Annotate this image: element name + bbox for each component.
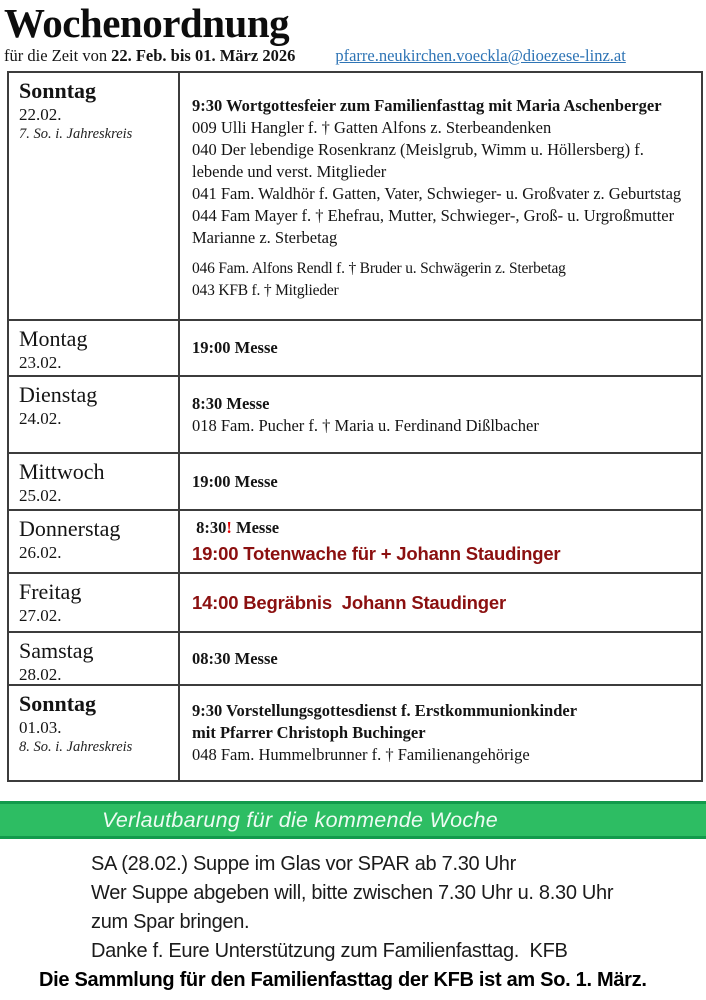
subtitle-prefix: für die Zeit von	[4, 46, 108, 65]
day-entries	[180, 574, 701, 631]
schedule-row-sonntag-0103	[9, 686, 701, 780]
intention-entry: 043 KFB f. † Mitglieder	[192, 282, 339, 299]
day-entries	[180, 377, 701, 452]
day-name: Donnerstag	[19, 516, 121, 541]
day-name: Dienstag	[19, 382, 98, 407]
intention-entry: 046 Fam. Alfons Rendl f. † Bruder u. Schwägerin z. Sterbetag	[192, 260, 566, 277]
intention-entry: 041 Fam. Waldhör f. Gatten, Vater, Schwieger- u. Großvater z. Geburtstag	[192, 184, 682, 203]
day-date: 01.03.	[19, 718, 62, 737]
announcement-banner-title: Verlautbarung für die kommende Woche	[101, 807, 498, 832]
schedule-row-mittwoch-2502	[9, 454, 701, 511]
day-date: 23.02.	[19, 353, 62, 372]
announcement-line: Wer Suppe abgeben will, bitte zwischen 7.30 Uhr u. 8.30 Uhr	[91, 882, 614, 904]
service-entry: 9:30 Vorstellungsgottesdienst f. Erstkommunionkinder	[192, 701, 578, 720]
announcement-banner	[0, 801, 706, 839]
alert-exclamation: !	[226, 517, 232, 537]
service-entry	[192, 517, 697, 539]
announcement-line: SA (28.02.) Suppe im Glas vor SPAR ab 7.30 Uhr	[91, 853, 516, 875]
schedule-row-dienstag-2402	[9, 377, 701, 454]
intention-entry: 040 Der lebendige Rosenkranz (Meislgrub, Wimm u. Höllersberg) f. lebende und verst. Mitglieder	[192, 140, 649, 181]
schedule-row-freitag-2702	[9, 574, 701, 633]
special-service-entry: 14:00 Begräbnis Johann Staudinger	[192, 591, 506, 613]
day-liturgical-note: 7. So. i. Jahreskreis	[19, 126, 133, 142]
day-cell	[9, 686, 180, 780]
day-name: Samstag	[19, 638, 94, 663]
day-cell	[9, 633, 180, 684]
subtitle-row	[4, 46, 706, 67]
special-service-entry: 19:00 Totenwache für + Johann Staudinger	[192, 542, 561, 564]
day-cell	[9, 377, 180, 452]
day-entries	[180, 686, 701, 780]
day-liturgical-note: 8. So. i. Jahreskreis	[19, 739, 133, 755]
day-cell	[9, 73, 180, 319]
schedule-row-sonntag-2202	[9, 73, 701, 321]
day-date: 25.02.	[19, 486, 62, 505]
service-entry: 19:00 Messe	[192, 338, 278, 357]
day-entries	[180, 511, 701, 572]
intention-entry: 048 Fam. Hummelbrunner f. † Familienangehörige	[192, 745, 530, 764]
service-time-text: 8:30	[192, 517, 227, 537]
day-date: 28.02.	[19, 665, 62, 684]
service-entry: mit Pfarrer Christoph Buchinger	[192, 723, 426, 742]
service-entry: 08:30 Messe	[192, 648, 278, 668]
day-date: 24.02.	[19, 409, 62, 428]
intention-entry: 044 Fam Mayer f. † Ehefrau, Mutter, Schwieger-, Groß- u. Urgroßmutter Marianne z. Sterbetag	[192, 206, 679, 247]
day-date: 26.02.	[19, 543, 62, 562]
day-cell	[9, 511, 180, 572]
day-name: Sonntag	[19, 691, 97, 716]
service-entry: 19:00 Messe	[192, 471, 278, 491]
day-cell	[9, 454, 180, 509]
page-title: Wochenordnung	[4, 0, 290, 46]
service-label-text: Messe	[231, 517, 280, 537]
announcement-block	[39, 850, 706, 995]
service-entry: 9:30 Wortgottesfeier zum Familienfasttag mit Maria Aschenberger	[192, 96, 662, 115]
day-name: Montag	[19, 326, 88, 351]
service-entry: 8:30 Messe	[192, 393, 270, 413]
day-entries	[180, 633, 701, 684]
announcement-highlight: Die Sammlung für den Familienfasttag der KFB ist am So. 1. März.	[39, 969, 647, 991]
day-date: 22.02.	[19, 105, 62, 124]
day-name: Mittwoch	[19, 459, 105, 484]
intention-entry: 018 Fam. Pucher f. † Maria u. Ferdinand Dißlbacher	[192, 415, 539, 435]
weekly-schedule-table	[7, 71, 703, 782]
day-entries	[180, 454, 701, 509]
announcement-line: Danke f. Eure Unterstützung zum Familienfasttag. KFB	[91, 940, 568, 962]
email-link[interactable]: pfarre.neukirchen.voeckla@dioezese-linz.at	[335, 46, 626, 65]
day-entries	[180, 321, 701, 375]
intention-entry: 009 Ulli Hangler f. † Gatten Alfons z. Sterbeandenken	[192, 118, 552, 137]
day-name: Freitag	[19, 579, 82, 604]
day-date: 27.02.	[19, 606, 62, 625]
announcement-line: zum Spar bringen.	[91, 911, 250, 933]
schedule-row-samstag-2802	[9, 633, 701, 686]
day-entries	[180, 73, 701, 319]
subtitle-date-range: 22. Feb. bis 01. März 2026	[111, 46, 296, 65]
schedule-row-montag-2302	[9, 321, 701, 377]
day-name: Sonntag	[19, 78, 97, 103]
day-cell	[9, 574, 180, 631]
day-cell	[9, 321, 180, 375]
schedule-row-donnerstag-2602	[9, 511, 701, 574]
